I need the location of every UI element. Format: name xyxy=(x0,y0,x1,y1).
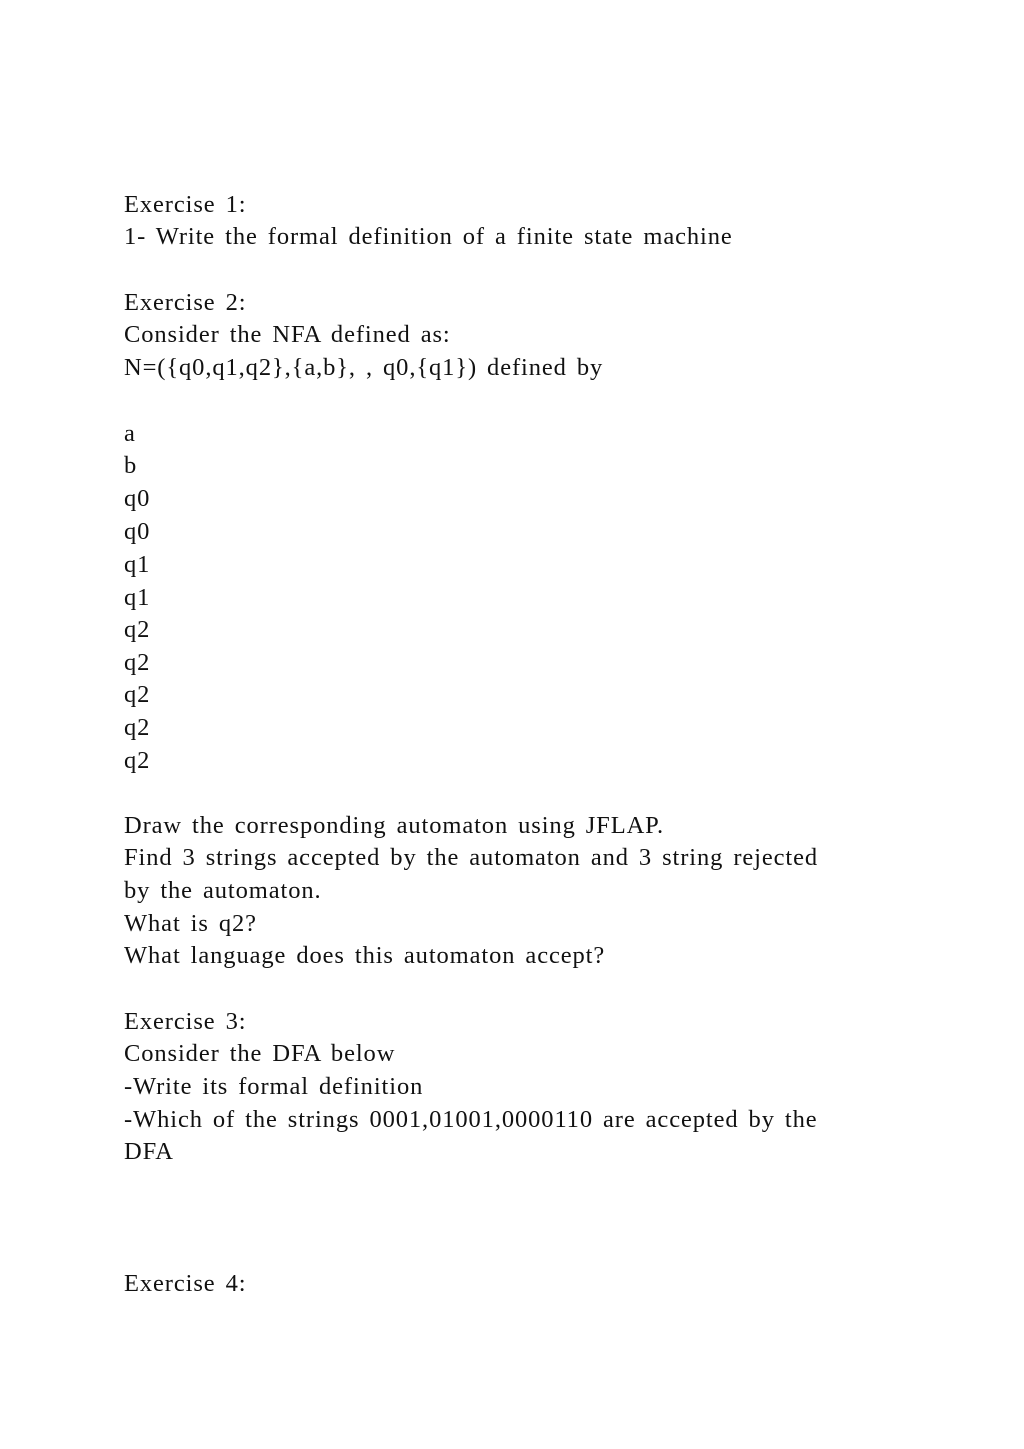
transition-table-cell: q1 xyxy=(124,551,151,578)
transition-table-cell: b xyxy=(124,452,138,479)
exercise-1-heading: Exercise 1: xyxy=(124,191,247,218)
transition-table-cell: q2 xyxy=(124,649,151,676)
exercise-3-heading: Exercise 3: xyxy=(124,1008,247,1035)
exercise-4-heading: Exercise 4: xyxy=(124,1270,247,1297)
transition-table-cell: q2 xyxy=(124,616,151,643)
exercise-2-question: Find 3 strings accepted by the automaton and 3 string rejected xyxy=(124,844,819,871)
exercise-1-question: 1- Write the formal definition of a finite state machine xyxy=(124,223,733,250)
exercise-2-definition: N=({q0,q1,q2},{a,b}, , q0,{q1}) defined by xyxy=(124,354,604,381)
exercise-2-question: by the automaton. xyxy=(124,877,322,904)
exercise-2-question: What is q2? xyxy=(124,910,257,937)
exercise-3-line: -Which of the strings 0001,01001,0000110 are accepted by the xyxy=(124,1106,818,1133)
transition-table-cell: q0 xyxy=(124,485,151,512)
transition-table-cell: q2 xyxy=(124,681,151,708)
transition-table-cell: q1 xyxy=(124,584,151,611)
exercise-3-line: Consider the DFA below xyxy=(124,1040,396,1067)
transition-table-cell: a xyxy=(124,420,136,447)
transition-table-cell: q0 xyxy=(124,518,151,545)
exercise-2-heading: Exercise 2: xyxy=(124,289,247,316)
transition-table-cell: q2 xyxy=(124,714,151,741)
exercise-3-line: DFA xyxy=(124,1138,174,1165)
exercise-2-question: Draw the corresponding automaton using JFLAP. xyxy=(124,812,664,839)
exercise-2-question: What language does this automaton accept? xyxy=(124,942,606,969)
transition-table-cell: q2 xyxy=(124,747,151,774)
exercise-2-intro: Consider the NFA defined as: xyxy=(124,321,451,348)
exercise-3-line: -Write its formal definition xyxy=(124,1073,424,1100)
